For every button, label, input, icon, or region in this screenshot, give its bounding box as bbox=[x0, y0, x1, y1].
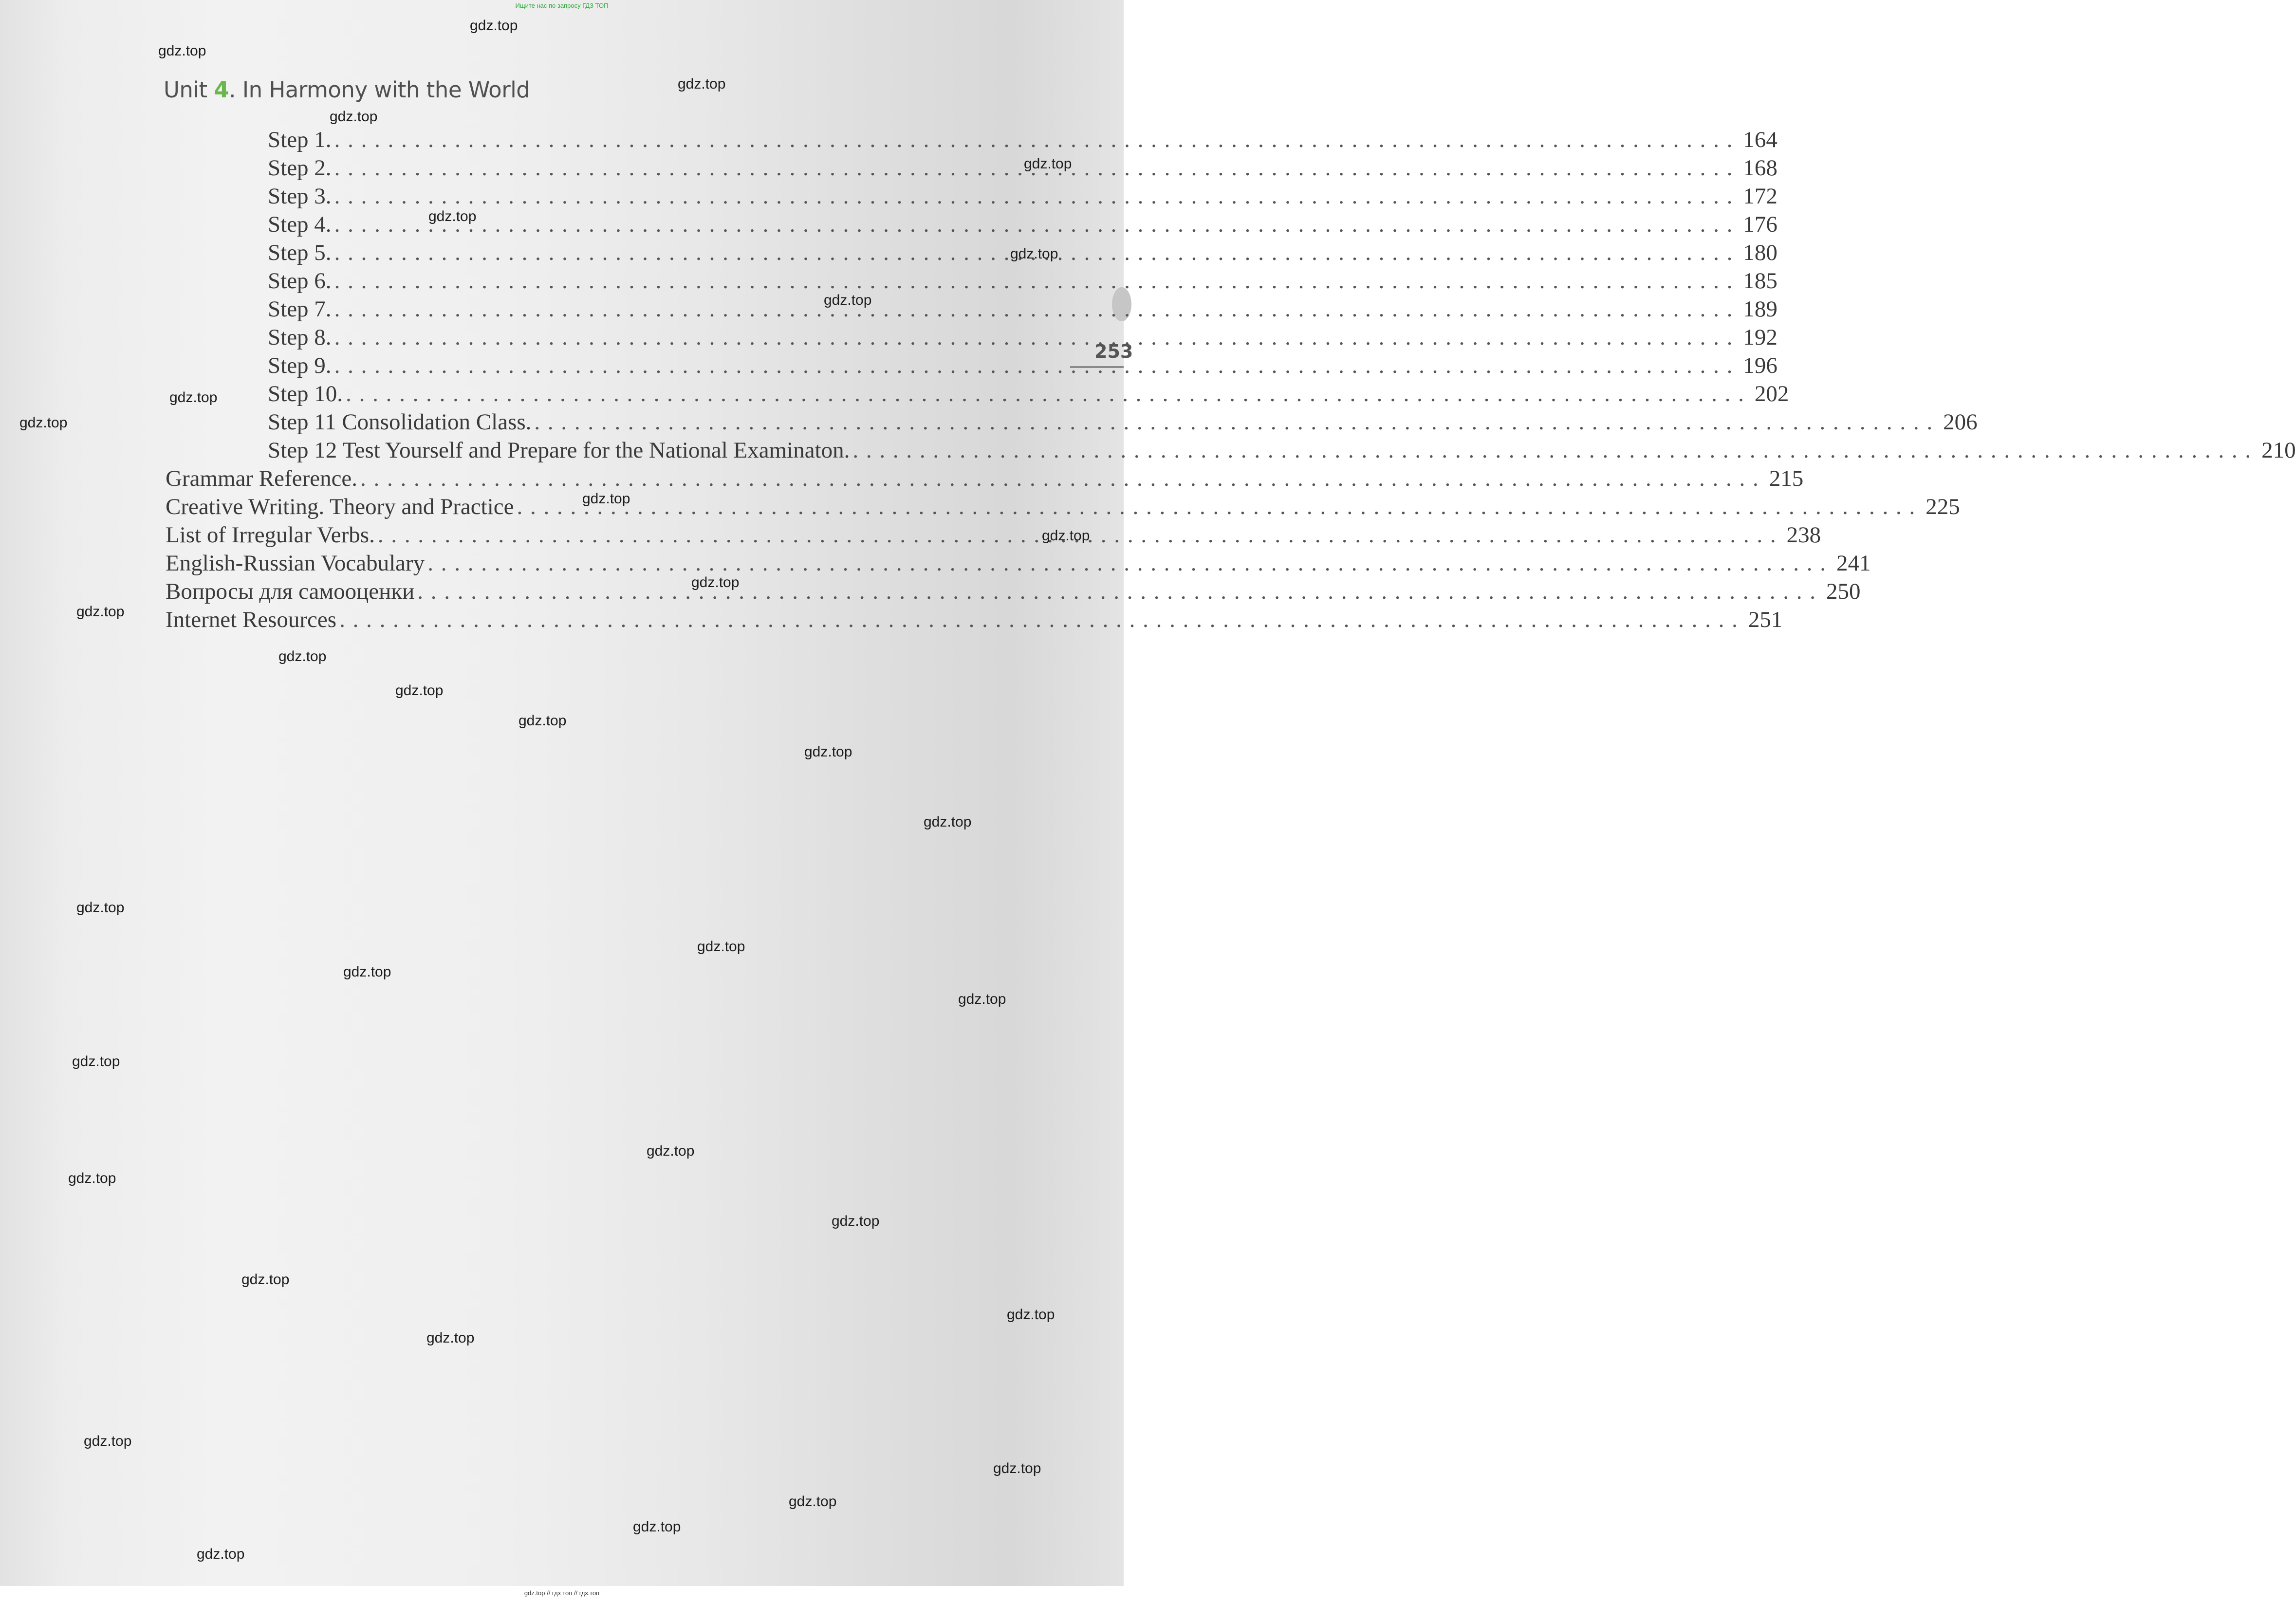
watermark: gdz.top bbox=[241, 1271, 290, 1288]
unit-title: . In Harmony with the World bbox=[229, 77, 530, 103]
watermark: gdz.top bbox=[1007, 1307, 1055, 1323]
watermark: gdz.top bbox=[426, 1330, 475, 1346]
bottom-banner[interactable]: gdz.top // гдз топ // гдз.топ bbox=[524, 1589, 600, 1597]
dot-leader bbox=[334, 352, 1734, 379]
toc-row-vocabulary[interactable] bbox=[166, 550, 1871, 578]
watermark: gdz.top bbox=[1010, 246, 1058, 262]
watermark: gdz.top bbox=[832, 1213, 880, 1229]
dot-leader bbox=[417, 578, 1816, 605]
top-banner[interactable]: Ищите нас по запросу ГДЗ ТОП bbox=[515, 2, 609, 9]
watermark: gdz.top bbox=[678, 76, 726, 92]
toc-entry-label: Creative Writing. Theory and Practice bbox=[166, 494, 514, 519]
toc-row-step-6[interactable] bbox=[268, 268, 1778, 296]
watermark: gdz.top bbox=[924, 814, 972, 830]
watermark: gdz.top bbox=[197, 1546, 245, 1562]
unit-heading bbox=[164, 77, 530, 103]
toc-entry-label: Step 2. bbox=[268, 155, 332, 181]
watermark: gdz.top bbox=[278, 648, 327, 664]
toc-page-number: 180 bbox=[1743, 240, 1778, 265]
toc-page-number: 241 bbox=[1836, 551, 1871, 576]
watermark: gdz.top bbox=[470, 18, 518, 34]
watermark: gdz.top bbox=[804, 744, 852, 760]
toc-page-number: 168 bbox=[1743, 155, 1778, 181]
toc-entry-label: Step 3. bbox=[268, 184, 332, 209]
toc-page-number: 250 bbox=[1826, 579, 1861, 604]
toc-entry-label: Вопросы для самооценки bbox=[166, 579, 415, 604]
toc-row-step-9[interactable] bbox=[268, 352, 1778, 381]
watermark: gdz.top bbox=[518, 713, 567, 729]
watermark: gdz.top bbox=[76, 604, 125, 620]
toc-row-self-assessment[interactable] bbox=[166, 578, 1861, 607]
dot-leader bbox=[346, 381, 1745, 407]
watermark: gdz.top bbox=[691, 574, 740, 590]
toc-row-step-3[interactable] bbox=[268, 183, 1778, 211]
toc-row-grammar-reference[interactable] bbox=[166, 465, 1804, 494]
watermark: gdz.top bbox=[158, 43, 206, 59]
toc-row-step-4[interactable] bbox=[268, 211, 1778, 240]
dot-leader bbox=[334, 268, 1734, 294]
toc-page-number: 238 bbox=[1786, 522, 1821, 548]
dot-leader bbox=[334, 127, 1734, 153]
toc-row-step-11[interactable] bbox=[268, 409, 1978, 437]
watermark: gdz.top bbox=[1042, 528, 1090, 544]
watermark: gdz.top bbox=[169, 389, 218, 405]
toc-entry-label: Step 1. bbox=[268, 127, 332, 152]
toc-entry-label: Step 8. bbox=[268, 325, 332, 350]
toc-page-number: 172 bbox=[1743, 184, 1778, 209]
toc-page-number: 176 bbox=[1743, 212, 1778, 237]
toc-entry-label: Step 6. bbox=[268, 268, 332, 294]
unit-number: 4 bbox=[214, 77, 229, 103]
toc-page-number: 206 bbox=[1943, 409, 1978, 435]
toc-entry-label: Internet Resources bbox=[166, 607, 337, 632]
toc-entry-label: Step 7. bbox=[268, 296, 332, 322]
toc-page-number: 225 bbox=[1926, 494, 1960, 519]
toc-page-number: 210 bbox=[2261, 438, 2296, 463]
dot-leader bbox=[360, 465, 1759, 492]
watermark: gdz.top bbox=[824, 292, 872, 308]
toc-row-step-12[interactable] bbox=[268, 437, 2296, 465]
toc-page-number: 189 bbox=[1743, 296, 1778, 322]
toc-entry-label: Grammar Reference. bbox=[166, 466, 358, 491]
watermark: gdz.top bbox=[76, 900, 125, 916]
toc-row-step-10[interactable] bbox=[268, 381, 1789, 409]
toc-entry-label: List of Irregular Verbs. bbox=[166, 522, 375, 548]
dot-leader bbox=[427, 550, 1827, 576]
watermark: gdz.top bbox=[84, 1433, 132, 1449]
dot-leader bbox=[334, 211, 1734, 238]
watermark: gdz.top bbox=[428, 208, 477, 224]
watermark: gdz.top bbox=[958, 991, 1006, 1007]
watermark: gdz.top bbox=[993, 1460, 1041, 1476]
watermark: gdz.top bbox=[633, 1519, 681, 1535]
watermark: gdz.top bbox=[72, 1053, 120, 1069]
toc-page-number: 202 bbox=[1754, 381, 1789, 406]
toc-page-number: 215 bbox=[1769, 466, 1804, 491]
watermark: gdz.top bbox=[395, 682, 444, 699]
watermark: gdz.top bbox=[1024, 156, 1072, 172]
watermark: gdz.top bbox=[19, 415, 68, 431]
watermark: gdz.top bbox=[343, 964, 391, 980]
watermark: gdz.top bbox=[647, 1143, 695, 1159]
toc-entry-label: Step 5. bbox=[268, 240, 332, 265]
toc-entry-label: Step 4. bbox=[268, 212, 332, 237]
toc-page-number: 196 bbox=[1743, 353, 1778, 378]
dot-leader bbox=[852, 437, 2252, 463]
dot-leader bbox=[517, 494, 1916, 520]
toc-page-number: 251 bbox=[1748, 607, 1783, 632]
toc-entry-label: English-Russian Vocabulary bbox=[166, 551, 425, 576]
watermark: gdz.top bbox=[697, 939, 745, 955]
toc-page-number: 185 bbox=[1743, 268, 1778, 294]
watermark: gdz.top bbox=[582, 491, 630, 507]
toc-page-number: 164 bbox=[1743, 127, 1778, 152]
toc-entry-label: Step 9. bbox=[268, 353, 332, 378]
toc-row-step-7[interactable] bbox=[268, 296, 1778, 324]
dot-leader bbox=[339, 607, 1739, 633]
toc-entry-label: Step 11 Consolidation Class. bbox=[268, 409, 532, 435]
toc-entry-label: Step 12 Test Yourself and Prepare for the National Examinaton. bbox=[268, 438, 850, 463]
dot-leader bbox=[334, 296, 1734, 322]
dot-leader bbox=[334, 324, 1734, 350]
toc-row-creative-writing[interactable] bbox=[166, 494, 1960, 522]
unit-prefix: Unit bbox=[164, 77, 214, 103]
toc-entry-label: Step 10. bbox=[268, 381, 343, 406]
watermark: gdz.top bbox=[330, 109, 378, 125]
toc-row-internet-resources[interactable] bbox=[166, 607, 1783, 635]
page-number-tab: 253 bbox=[1094, 341, 1133, 362]
dot-leader bbox=[334, 183, 1734, 209]
toc-page-number: 192 bbox=[1743, 325, 1778, 350]
toc-row-step-1[interactable] bbox=[268, 127, 1778, 155]
watermark: gdz.top bbox=[68, 1170, 116, 1186]
watermark: gdz.top bbox=[789, 1493, 837, 1510]
dot-leader bbox=[534, 409, 1933, 435]
